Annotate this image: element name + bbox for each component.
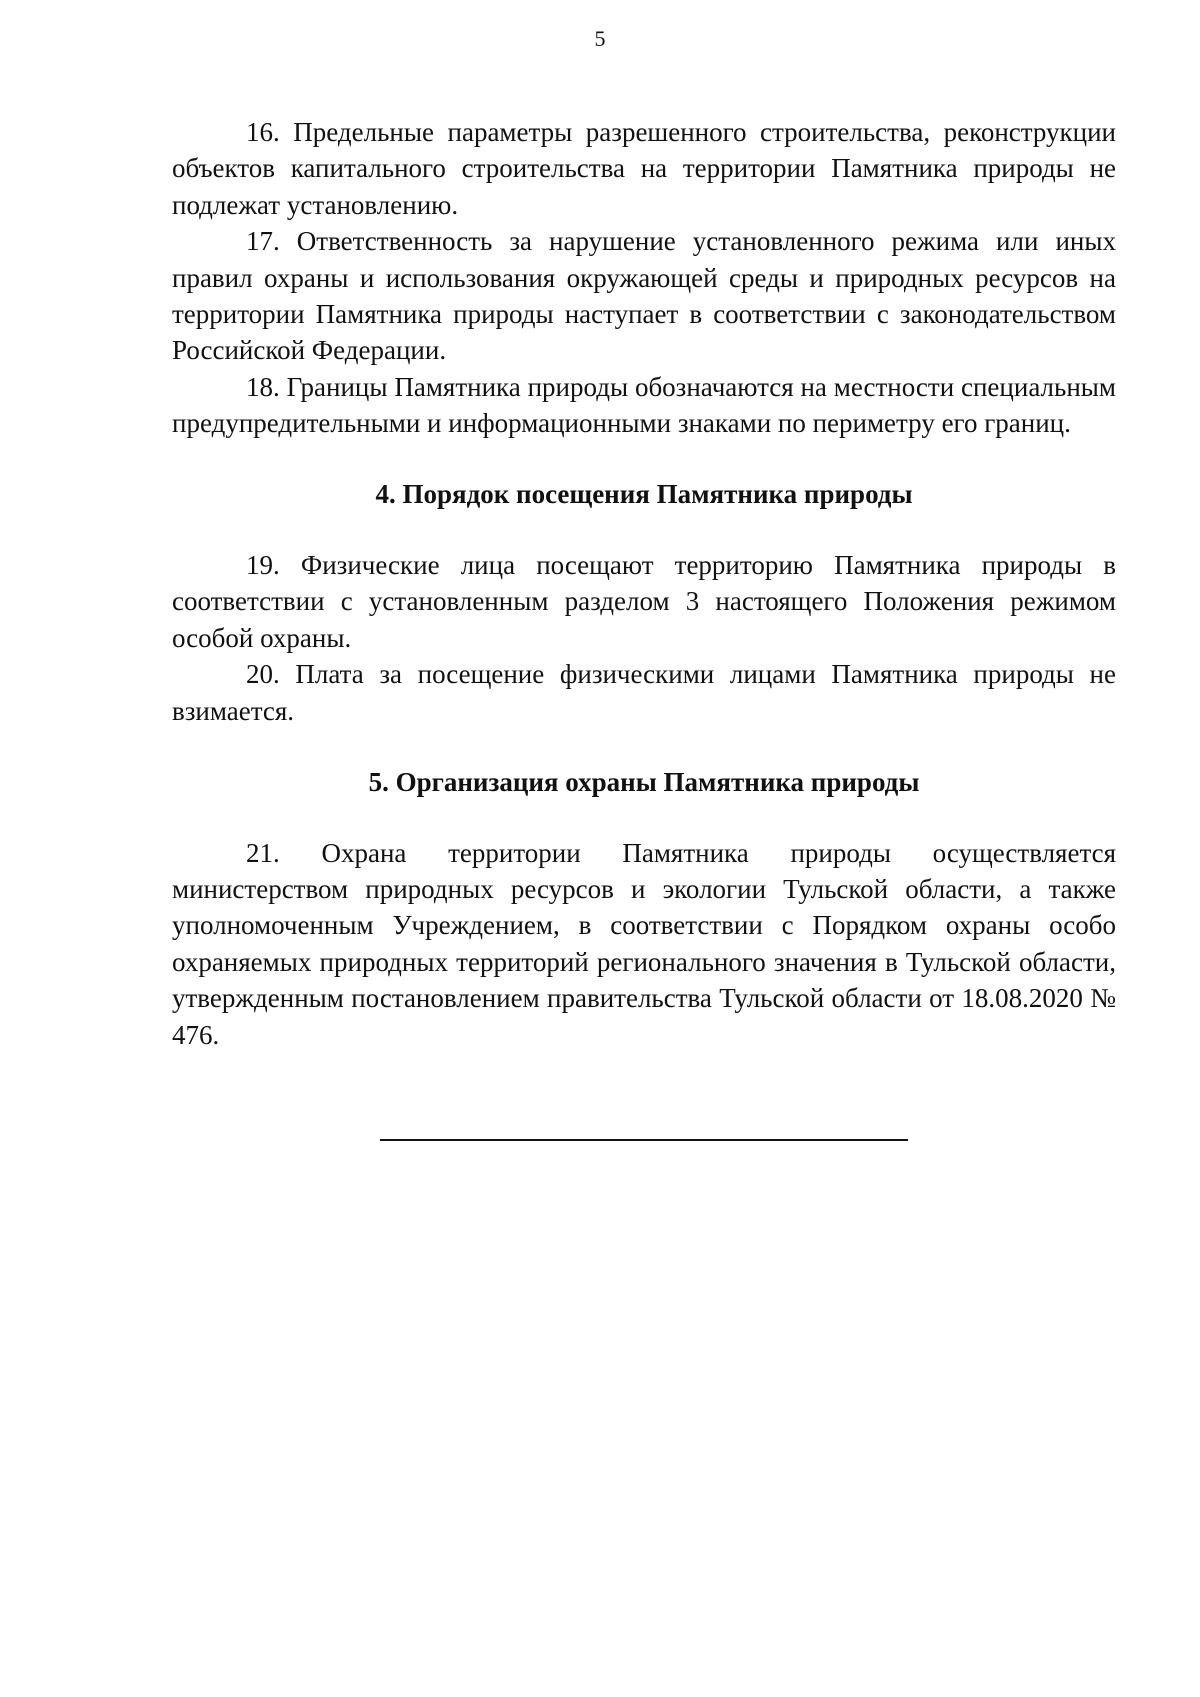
page-number: 5 <box>594 26 606 51</box>
section-5-heading-block <box>172 729 1116 834</box>
section-5-heading: 5. Организация охраны Памятника природы <box>368 767 920 798</box>
paragraph-17: 17. Ответственность за нарушение установленного режима или иных правил охраны и использования окружающей среды и природных ресурсов на территории Памятника природы наступает в соответствии с законодательством Российской Федерации. <box>172 226 1116 366</box>
paragraph-18: 18. Границы Памятника природы обозначаются на местности специальным предупредительными и информационными знаками по периметру его границ. <box>172 371 1116 439</box>
paragraph-16: 16. Предельные параметры разрешенного строительства, реконструкции объектов капитального строительства на территории Памятника природы не подлежат установлению. <box>172 117 1116 220</box>
paragraph-21: 21. Охрана территории Памятника природы осуществляется министерством природных ресурсов и экологии Тульской области, а также уполномоченным Учреждением, в соответствии с Порядком охраны особо охраняемых природных территорий регионального значения в Тульской области, утвержденным постановлением правительства Тульской области от 18.08.2020 № 476. <box>172 837 1116 1050</box>
section-4-heading-block <box>172 442 1116 547</box>
paragraph-19: 19. Физические лица посещают территорию Памятника природы в соответствии с установленным разделом 3 настоящего Положения режимом особой охраны. <box>172 550 1116 653</box>
document-body <box>172 114 1116 1053</box>
end-divider-line <box>380 1139 908 1141</box>
paragraph-20: 20. Плата за посещение физическими лицами Памятника природы не взимается. <box>172 659 1116 726</box>
section-4-heading: 4. Порядок посещения Памятника природы <box>375 478 913 509</box>
